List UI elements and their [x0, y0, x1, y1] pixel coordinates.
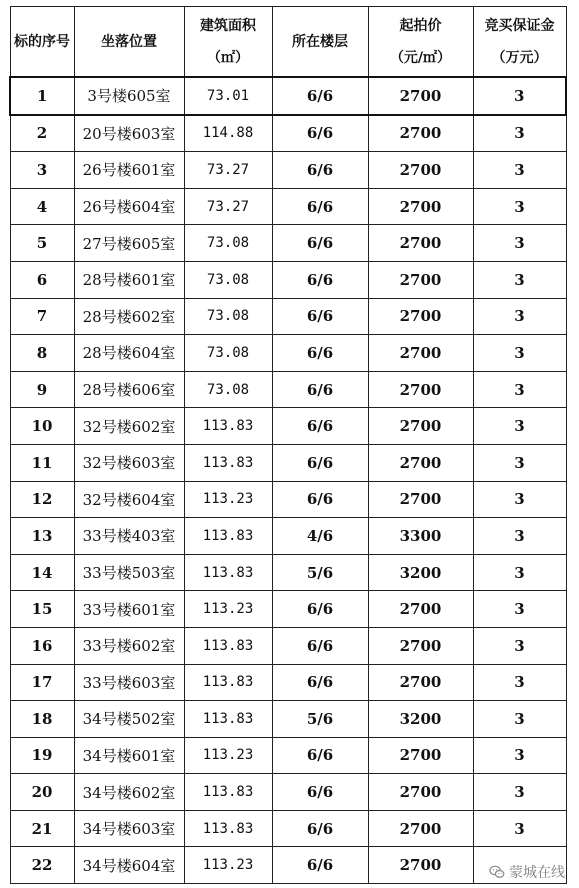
- cell-location: 33号楼403室: [74, 518, 184, 555]
- cell-deposit: 3: [473, 701, 566, 738]
- cell-no: 13: [10, 518, 74, 555]
- cell-no: 20: [10, 774, 74, 811]
- cell-location: 28号楼604室: [74, 335, 184, 372]
- header-floor: [272, 7, 368, 78]
- cell-area: 73.08: [184, 225, 272, 262]
- table-row: [10, 664, 566, 701]
- table-row: [10, 774, 566, 811]
- cell-floor: 6/6: [272, 810, 368, 847]
- cell-area: 113.23: [184, 591, 272, 628]
- cell-area: 113.83: [184, 701, 272, 738]
- cell-floor: 6/6: [272, 664, 368, 701]
- cell-deposit: 3: [473, 371, 566, 408]
- header-location: [74, 7, 184, 78]
- cell-price: 2700: [368, 810, 473, 847]
- cell-location: 34号楼603室: [74, 810, 184, 847]
- header-area-label: 建筑面积: [200, 17, 256, 34]
- cell-floor: 5/6: [272, 554, 368, 591]
- cell-area: 114.88: [184, 115, 272, 152]
- cell-price: 2700: [368, 444, 473, 481]
- cell-deposit: 3: [473, 225, 566, 262]
- header-price-label: 起拍价: [399, 17, 442, 34]
- cell-price: 2700: [368, 152, 473, 189]
- cell-location: 32号楼604室: [74, 481, 184, 518]
- cell-location: 32号楼602室: [74, 408, 184, 445]
- table-header: [10, 7, 566, 78]
- cell-price: 2700: [368, 188, 473, 225]
- cell-deposit: 3: [473, 518, 566, 555]
- cell-deposit: 3: [473, 298, 566, 335]
- cell-area: 113.83: [184, 554, 272, 591]
- cell-deposit: 3: [473, 152, 566, 189]
- cell-deposit: 3: [473, 335, 566, 372]
- header-deposit-label: 竞买保证金: [484, 17, 555, 34]
- cell-location: 33号楼602室: [74, 627, 184, 664]
- cell-floor: 6/6: [272, 481, 368, 518]
- header-price-unit: （元/㎡）: [389, 49, 452, 66]
- cell-location: 28号楼602室: [74, 298, 184, 335]
- cell-deposit: 3: [473, 481, 566, 518]
- header-area-unit: （㎡）: [207, 49, 249, 66]
- cell-location: 26号楼601室: [74, 152, 184, 189]
- cell-no: 11: [10, 444, 74, 481]
- header-floor-label: 所在楼层: [292, 33, 348, 50]
- header-row: [10, 7, 566, 78]
- cell-deposit: 3: [473, 444, 566, 481]
- cell-floor: 6/6: [272, 847, 368, 884]
- header-no: [10, 7, 74, 78]
- cell-floor: 6/6: [272, 115, 368, 152]
- cell-deposit: 3: [473, 810, 566, 847]
- cell-area: 113.23: [184, 737, 272, 774]
- cell-area: 113.83: [184, 444, 272, 481]
- cell-price: 2700: [368, 298, 473, 335]
- header-area: [184, 7, 272, 78]
- watermark: [488, 862, 565, 882]
- header-no-label: 标的序号: [14, 33, 70, 50]
- cell-no: 22: [10, 847, 74, 884]
- cell-price: 2700: [368, 664, 473, 701]
- cell-floor: 6/6: [272, 261, 368, 298]
- header-deposit-unit: （万元）: [491, 49, 548, 66]
- cell-location: 32号楼603室: [74, 444, 184, 481]
- cell-area: 73.01: [184, 77, 272, 115]
- cell-price: 2700: [368, 371, 473, 408]
- table-row: [10, 298, 566, 335]
- cell-floor: 6/6: [272, 444, 368, 481]
- cell-no: 3: [10, 152, 74, 189]
- cell-floor: 6/6: [272, 77, 368, 115]
- cell-no: 18: [10, 701, 74, 738]
- table-row: [10, 518, 566, 555]
- cell-no: 19: [10, 737, 74, 774]
- cell-area: 73.08: [184, 261, 272, 298]
- cell-location: 33号楼601室: [74, 591, 184, 628]
- cell-no: 17: [10, 664, 74, 701]
- table-row: [10, 335, 566, 372]
- table-row: [10, 188, 566, 225]
- cell-location: 34号楼502室: [74, 701, 184, 738]
- cell-no: 21: [10, 810, 74, 847]
- cell-floor: 6/6: [272, 627, 368, 664]
- cell-deposit: 3: [473, 188, 566, 225]
- cell-location: 34号楼604室: [74, 847, 184, 884]
- cell-floor: 6/6: [272, 152, 368, 189]
- cell-location: 28号楼606室: [74, 371, 184, 408]
- cell-price: 2700: [368, 627, 473, 664]
- table-row: [10, 152, 566, 189]
- cell-price: 2700: [368, 335, 473, 372]
- cell-no: 2: [10, 115, 74, 152]
- cell-floor: 6/6: [272, 774, 368, 811]
- cell-area: 113.83: [184, 627, 272, 664]
- table-row: [10, 847, 566, 884]
- cell-no: 14: [10, 554, 74, 591]
- cell-location: 3号楼605室: [74, 77, 184, 115]
- cell-location: 26号楼604室: [74, 188, 184, 225]
- cell-floor: 6/6: [272, 737, 368, 774]
- cell-area: 113.23: [184, 847, 272, 884]
- cell-price: 2700: [368, 774, 473, 811]
- cell-no: 6: [10, 261, 74, 298]
- header-location-label: 坐落位置: [101, 33, 157, 50]
- table-row: [10, 371, 566, 408]
- table-row: [10, 627, 566, 664]
- cell-deposit: 3: [473, 774, 566, 811]
- cell-floor: 6/6: [272, 408, 368, 445]
- cell-no: 10: [10, 408, 74, 445]
- cell-floor: 6/6: [272, 591, 368, 628]
- cell-no: 5: [10, 225, 74, 262]
- table-row: [10, 408, 566, 445]
- cell-location: 28号楼601室: [74, 261, 184, 298]
- cell-area: 73.08: [184, 371, 272, 408]
- cell-price: 2700: [368, 481, 473, 518]
- cell-location: 34号楼601室: [74, 737, 184, 774]
- cell-deposit: 3: [473, 408, 566, 445]
- cell-deposit: 3: [473, 591, 566, 628]
- table-row: [10, 737, 566, 774]
- cell-no: 1: [10, 77, 74, 115]
- cell-deposit: 3: [473, 115, 566, 152]
- cell-area: 113.83: [184, 774, 272, 811]
- cell-floor: 6/6: [272, 335, 368, 372]
- table-row: [10, 115, 566, 152]
- cell-price: 3300: [368, 518, 473, 555]
- cell-floor: 6/6: [272, 298, 368, 335]
- cell-price: 2700: [368, 591, 473, 628]
- cell-no: 12: [10, 481, 74, 518]
- table-row: [10, 481, 566, 518]
- cell-area: 73.27: [184, 152, 272, 189]
- auction-table: [9, 6, 567, 884]
- cell-price: 2700: [368, 737, 473, 774]
- cell-price: 3200: [368, 554, 473, 591]
- cell-no: 16: [10, 627, 74, 664]
- cell-location: 33号楼603室: [74, 664, 184, 701]
- cell-area: 113.83: [184, 518, 272, 555]
- header-deposit: [473, 7, 566, 78]
- cell-floor: 5/6: [272, 701, 368, 738]
- cell-deposit: 3: [473, 261, 566, 298]
- cell-floor: 6/6: [272, 371, 368, 408]
- cell-location: 20号楼603室: [74, 115, 184, 152]
- cell-no: 4: [10, 188, 74, 225]
- cell-area: 73.08: [184, 298, 272, 335]
- cell-price: 3200: [368, 701, 473, 738]
- cell-price: 2700: [368, 77, 473, 115]
- cell-deposit: 3: [473, 554, 566, 591]
- cell-area: 73.08: [184, 335, 272, 372]
- cell-price: 2700: [368, 225, 473, 262]
- table-row: [10, 261, 566, 298]
- cell-location: 34号楼602室: [74, 774, 184, 811]
- cell-no: 9: [10, 371, 74, 408]
- cell-deposit: 3: [473, 77, 566, 115]
- cell-deposit: 3: [473, 627, 566, 664]
- table-row: [10, 444, 566, 481]
- table-row: [10, 701, 566, 738]
- table-row: [10, 591, 566, 628]
- cell-no: 7: [10, 298, 74, 335]
- table-row: [10, 77, 566, 115]
- table-row: [10, 554, 566, 591]
- cell-deposit: 3: [473, 664, 566, 701]
- table-row: [10, 810, 566, 847]
- cell-no: 15: [10, 591, 74, 628]
- cell-area: 113.83: [184, 664, 272, 701]
- cell-floor: 6/6: [272, 225, 368, 262]
- cell-area: 113.83: [184, 810, 272, 847]
- cell-floor: 4/6: [272, 518, 368, 555]
- header-price: [368, 7, 473, 78]
- cell-location: 33号楼503室: [74, 554, 184, 591]
- cell-area: 113.23: [184, 481, 272, 518]
- cell-deposit: 3: [473, 737, 566, 774]
- table-row: [10, 225, 566, 262]
- cell-area: 113.83: [184, 408, 272, 445]
- cell-location: 27号楼605室: [74, 225, 184, 262]
- table-body: [10, 77, 566, 884]
- cell-area: 73.27: [184, 188, 272, 225]
- cell-floor: 6/6: [272, 188, 368, 225]
- wechat-icon: [488, 863, 506, 881]
- cell-price: 2700: [368, 847, 473, 884]
- cell-price: 2700: [368, 408, 473, 445]
- cell-price: 2700: [368, 115, 473, 152]
- cell-no: 8: [10, 335, 74, 372]
- watermark-text: 蒙城在线: [509, 865, 565, 881]
- cell-price: 2700: [368, 261, 473, 298]
